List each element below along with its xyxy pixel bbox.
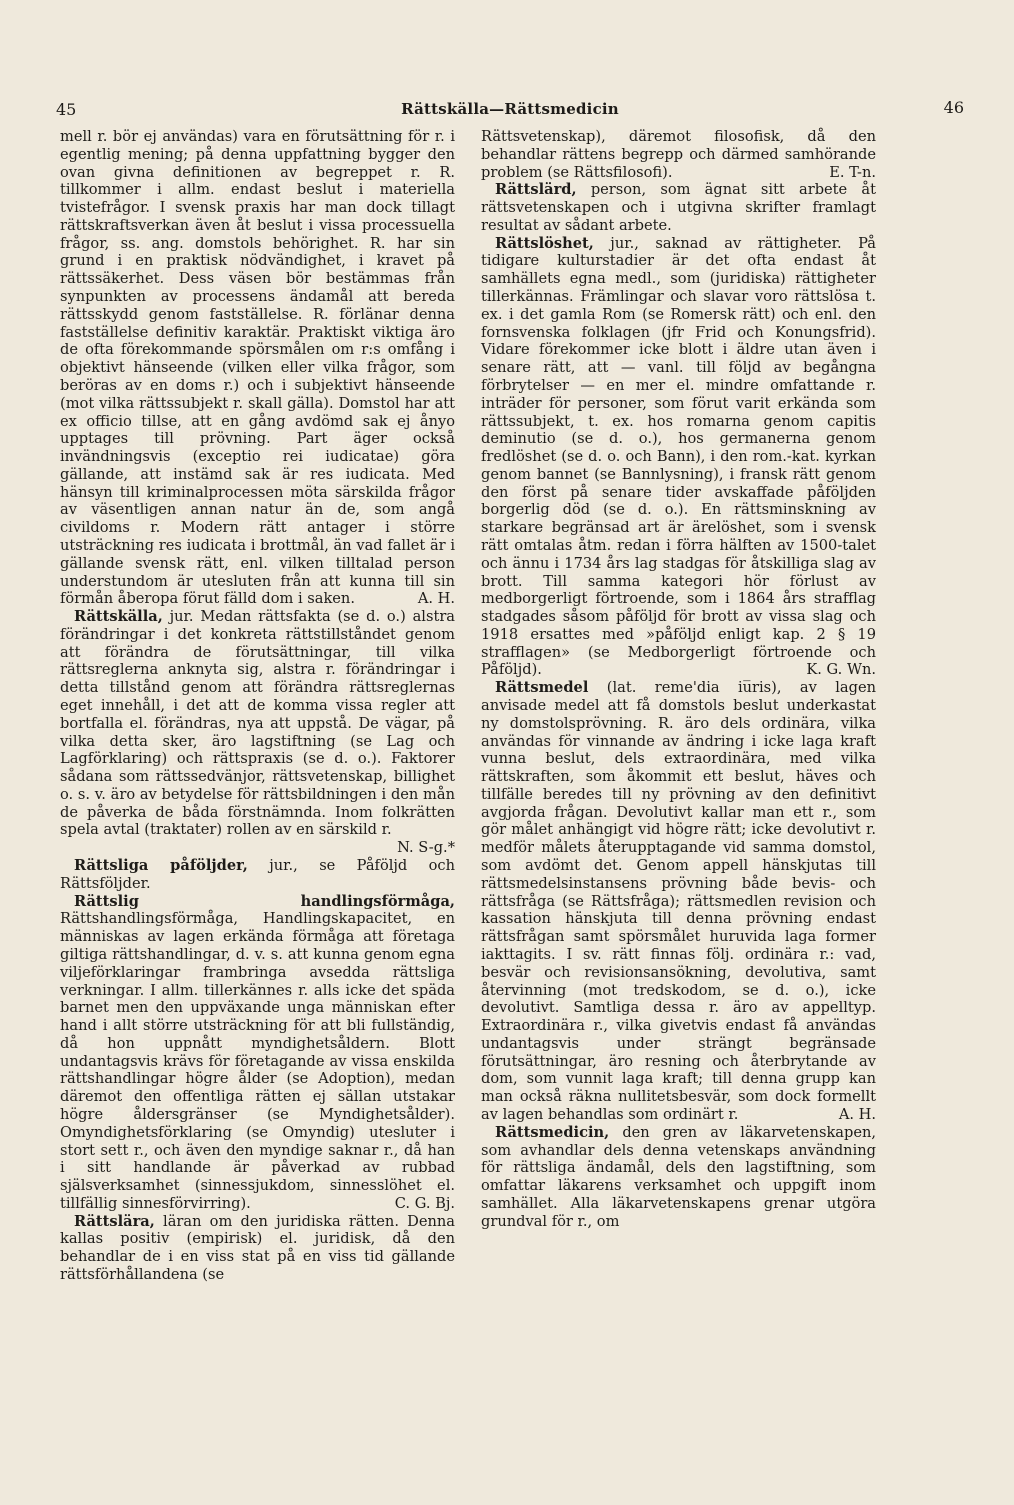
entry-text: jur. Medan rättsfakta (se d. o.) alstra förändringar i det konkreta rättstillståndet genom att förändra de förutsättningar, till vilka rättsreglerna anknyta sig, alstra r. förändringar i detta tillstånd genom att förändra rättsreglernas eget innehåll, i det att de komma vissa regler att bortfalla el. förändras, nya att uppstå. De vägar, på vilka detta sker, äro lagstiftning (se Lag och Lagförklaring) och rättspraxis (se d. o.). Faktorer sådana som rättssedvänjor, rättsvetenskap, billighet o. s. v. äro av betydelse för rättsbildningen i den mån de påverka de båda förstnämnda. Inom folkrätten spela avtal (traktater) rollen av en särskild r. — [60, 608, 455, 839]
dictionary-entry — [60, 608, 455, 857]
entry-headword: Rättslära, — [74, 1212, 155, 1230]
author-signature: A. H. — [838, 1105, 876, 1123]
entry-text: Rättsvetenskap), däremot filosofisk, då den behandlar rättens begrepp och därmed samhörande problem (se Rättsfilosofi). — [481, 128, 876, 181]
right-column — [481, 128, 876, 1230]
author-signature: K. G. Wn. — [806, 661, 876, 679]
entry-headword: Rättsliga påföljder, — [74, 857, 248, 875]
entry-text: jur., se Påföljd och Rättsföljder. — [60, 857, 456, 892]
entry-continuation — [481, 128, 876, 181]
entry-text: Rättshandlingsförmåga, Handlingskapacitet, en människas av lagen erkända förmåga att företaga giltiga rättshandlingar, d. v. s. att kunna genom egna viljeförklaringar frambringa avsedda rättsliga verkningar. I allm. tillerkännes r. alls icke det späda barnet men den uppväxande unga människan efter hand i allt större utsträckning för att bli fullständig, då hon uppnått myndighetsåldern. Blott undantagsvis krävs för företagande av vissa enskilda rättshandlingar högre ålder (se Adoption), medan däremot den offentliga rätten ej sällan utstakar högre åldersgränser (se Myndighetsålder). Omyndighetsförklaring (se Omyndig) utesluter i stort sett r., och även den myndige saknar r., då han i sitt handlande är påverkad av rubbad själsverksamhet (sinnessjukdom, sinnesslöhet el. tillfällig sinnesförvirring). — [60, 910, 455, 1212]
entry-headword: Rättslig handlingsförmåga, — [74, 892, 455, 910]
author-signature: N. S-g.* — [397, 839, 455, 857]
entry-text: läran om den juridiska rätten. Denna kallas positiv (empirisk) el. juridisk, då den behandlar de i en viss stat på en viss tid gällande rättsförhållandena (se — [60, 1212, 455, 1283]
running-title: Rättskälla—Rättsmedicin — [401, 100, 619, 118]
author-signature: A. H. — [417, 590, 455, 608]
page-number-right: 46 — [943, 98, 964, 117]
author-signature: C. G. Bj. — [394, 1194, 455, 1212]
entry-headword: Rättslärd, — [495, 181, 577, 199]
dictionary-entry — [60, 857, 455, 893]
entry-text: mell r. bör ej användas) vara en förutsättning för r. i egentlig mening; på denna uppfattning bygger den ovan givna definitionen av begreppet r. R. tillkommer i allm. endast beslut i materiella tvistefrågor. I svensk praxis har man dock tillagt rättskraftsverkan även åt beslut i vissa processuella frågor, ss. ang. domstols behörighet. R. har sin grund i en praktisk nödvändighet, i kravet på rättssäkerhet. Dess väsen bör bestämmas från synpunkten av processens ändamål att bereda rättsskydd genom fastställelse. R. förlänar denna fastställelse definitiv karaktär. Praktiskt viktiga äro de ofta förekommande spörsmålen om r:s omfång i objektivt hänseende (vilken eller vilka frågor, som beröras av en doms r.) och i subjektivt hänseende (mot vilka rättssubjekt r. skall gälla). Domstol har att ex officio tillse, att en gång avdömd sak ej ånyo upptages till prövning. Part äger också invändningsvis (exceptio rei iudicatae) göra gällande, att instämd sak är res iudicata. Med hänsyn till kriminalprocessen möta särskilda frågor av väsentligen annan natur än de, som angå civildoms r. Modern rätt antager i större utsträckning res iudicata i brottmål, än vad fallet är i gällande svensk rätt, enl. vilken tilltalad person understundom är utesluten från att kunna till sin förmån åberopa förut fälld dom i saken. — [60, 128, 455, 608]
entry-headword: Rättslöshet, — [495, 234, 594, 252]
author-signature: E. T-n. — [829, 163, 876, 181]
page-number-left: 45 — [56, 100, 77, 119]
left-column — [60, 128, 455, 1284]
dictionary-entry — [60, 893, 455, 1213]
entry-headword: Rättsmedicin, — [495, 1123, 610, 1141]
entry-headword: Rättsmedel — [495, 679, 589, 697]
dictionary-entry — [481, 181, 876, 234]
dictionary-entry — [60, 1213, 455, 1284]
page-header — [56, 100, 964, 122]
entry-text: person, som ägnat sitt arbete åt rättsvetenskapen och i utgivna skrifter framlagt resultat av sådant arbete. — [481, 181, 876, 234]
entry-text: (lat. reme'dia iu̅ris), av lagen anvisade medel att få domstols beslut underkastat ny domstolsprövning. R. äro dels ordinära, vilka användas för vinnande av ändring i icke laga kraft vunna beslut, dels extraordinära, med vilka rättskraften, som åkommit ett beslut, häves och tillfälle beredes till ny prövning av den definitivt avgjorda frågan. Devolutivt kallar man ett r., som gör målet anhängigt vid högre rätt; icke devolutivt r. medför målets återupptagande vid samma domstol, som avdömt det. Genom appell hänskjutas till rättsmedelsinstansens prövning både bevis- och rättsfråga (se Rättsfråga); rättsmedlen revision och kassation hänskjuta till denna prövning endast rättsfrågan samt spörsmålet huruvida laga former iakttagits. I sv. rätt finnas följ. ordinära r.: vad, besvär och revisionsansökning, devolutiva, samt återvinning (mot tredskodom, se d. o.), icke devolutivt. Samtliga dessa r. äro av appelltyp. Extraordinära r., vilka givetvis endast få användas undantagsvis under strängt begränsade förutsättningar, äro resning och återbrytande av dom, som vunnit laga kraft; till denna grupp kan man också räkna nullitetsbesvär, som dock formellt av lagen behandlas som ordinärt r. — [481, 679, 876, 1123]
dictionary-entry — [481, 235, 876, 680]
entry-text: jur., saknad av rättigheter. På tidigare kulturstadier är det ofta endast åt samhällets egna medl., som (juridiska) rättigheter tillerkännas. Främlingar och slavar voro rättslösa t. ex. i det gamla Rom (se Romersk rätt) och enl. den fornsvenska folklagen (jfr Frid och Konungsfrid). Vidare förekommer icke blott i äldre utan även i senare rätt, att — vanl. till följd av begångna förbrytelser — en mer el. mindre omfattande r. inträder för personer, som förut varit erkända som rättssubjekt, t. ex. hos romarna genom capitis deminutio (se d. o.), hos germanerna genom fredlöshet (se d. o. och Bann), i den rom.-kat. kyrkan genom bannet (se Bannlysning), i fransk rätt genom den först på senare tider avskaffade påföljden borgerlig död (se d. o.). En rättsminskning av starkare begränsad art är ärelöshet, som i svensk rätt omtalas åtm. redan i förra hälften av 1500-talet och ännu i 1734 års lag stadgas för åtskilliga slag av brott. Till samma kategori hör förlust av medborgerligt förtroende, som i 1864 års strafflag stadgades såsom påföljd för brott av vissa slag och 1918 ersattes med »påföljd enligt kap. 2 § 19 strafflagen» (se Medborgerligt förtroende och Påföljd). — [481, 234, 876, 679]
dictionary-entry — [481, 1124, 876, 1231]
entry-continuation — [60, 128, 455, 608]
entry-headword: Rättskälla, — [74, 608, 163, 626]
dictionary-entry — [481, 679, 876, 1124]
entry-text: den gren av läkarvetenskapen, som avhandlar dels denna vetenskaps användning för rättsliga ändamål, dels den lagstiftning, som omfattar läkarens verksamhet och uppgift inom samhället. Alla läkarvetenskapens grenar utgöra grundval för r., om — [481, 1123, 876, 1230]
